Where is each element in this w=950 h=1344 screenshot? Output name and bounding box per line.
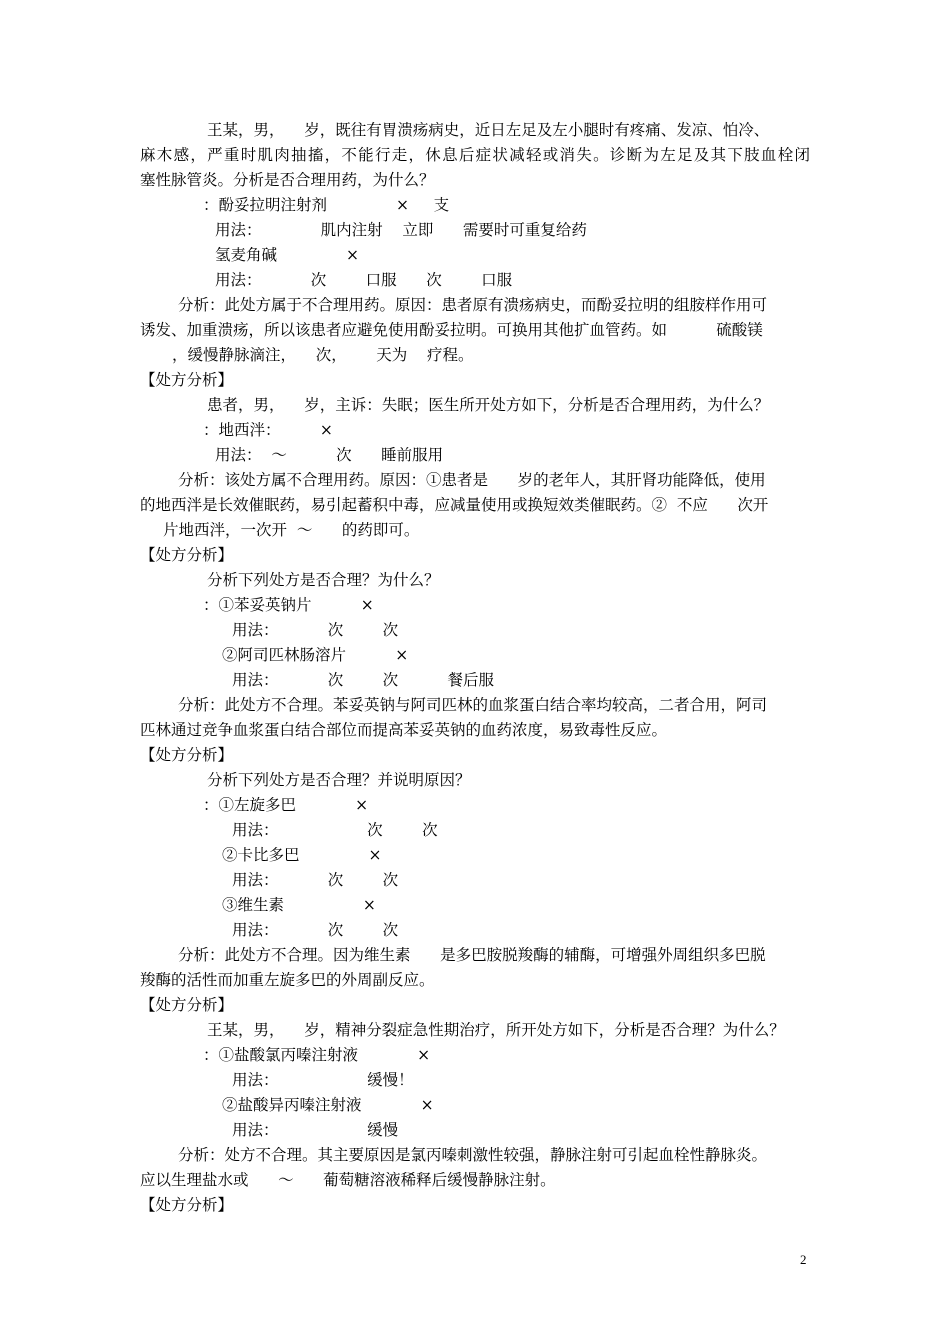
prescription-line: ②卡比多巴 ×: [222, 846, 382, 864]
analysis-line: 的地西泮是长效催眠药，易引起蓄积中毒，应减量使用或换短效类催眠药。② 不应 次开: [140, 496, 769, 514]
analysis-line: 片地西泮，一次开 ～ 的药即可。: [163, 521, 420, 539]
section-heading: 【处方分析】: [140, 546, 234, 564]
section-heading: 【处方分析】: [140, 371, 234, 389]
usage-line: 用法： 缓慢！: [232, 1071, 414, 1089]
analysis-line: 匹林通过竞争血浆蛋白结合部位而提高苯妥英钠的血药浓度，易致毒性反应。: [140, 721, 668, 739]
text-line: 麻木感，严重时肌肉抽搐，不能行走，休息后症状减轻或消失。诊断为左足及其下肢血栓闭: [140, 146, 810, 164]
analysis-line: 分析：处方不合理。其主要原因是氯丙嗪刺激性较强，静脉注射可引起血栓性静脉炎。: [178, 1146, 768, 1164]
analysis-line: 分析：此处方不合理。苯妥英钠与阿司匹林的血浆蛋白结合率均较高，二者合用，阿司: [178, 696, 768, 714]
prescription-line: ②盐酸异丙嗪注射液 ×: [222, 1096, 434, 1114]
analysis-line: 应以生理盐水或 ～ 葡萄糖溶液稀释后缓慢静脉注射。: [140, 1171, 556, 1189]
text-line: 王某，男， 岁，既往有胃溃疡病史，近日左足及左小腿时有疼痛、发凉、怕冷、: [207, 121, 770, 139]
section-heading: 【处方分析】: [140, 996, 234, 1014]
text-line: 患者，男， 岁，主诉：失眠；医生所开处方如下，分析是否合理用药，为什么？: [207, 396, 770, 414]
usage-line: 用法： 次 次: [232, 871, 399, 889]
usage-line: 用法： ～ 次 睡前服用: [215, 446, 444, 464]
analysis-line: 分析：此处方属于不合理用药。原因：患者原有溃疡病史，而酚妥拉明的组胺样作用可: [178, 296, 768, 314]
text-line: 分析下列处方是否合理？并说明原因？: [207, 771, 471, 789]
section-heading: 【处方分析】: [140, 1196, 234, 1214]
text-line: 塞性脉管炎。分析是否合理用药，为什么？: [140, 171, 435, 189]
analysis-line: 分析：该处方属不合理用药。原因：①患者是 岁的老年人，其肝肾功能降低，使用: [178, 471, 766, 489]
section-heading: 【处方分析】: [140, 746, 234, 764]
prescription-line: ：①左旋多巴 ×: [203, 796, 369, 814]
analysis-line: ，缓慢静脉滴注， 次， 天为 疗程。: [172, 346, 474, 364]
prescription-line: 氢麦角碱 ×: [215, 246, 359, 264]
prescription-line: ③维生素 ×: [222, 896, 376, 914]
prescription-line: ：①盐酸氯丙嗪注射液 ×: [203, 1046, 431, 1064]
prescription-line: ：酚妥拉明注射剂 × 支: [203, 196, 450, 214]
text-line: 分析下列处方是否合理？为什么？: [207, 571, 440, 589]
prescription-line: ：地西泮： ×: [203, 421, 333, 439]
usage-line: 用法： 次 次: [232, 621, 399, 639]
usage-line: 用法： 次 次 餐后服: [232, 671, 494, 689]
usage-line: 用法： 缓慢: [232, 1121, 399, 1139]
analysis-line: 羧酶的活性而加重左旋多巴的外周副反应。: [140, 971, 435, 989]
prescription-line: ②阿司匹林肠溶片 ×: [222, 646, 409, 664]
prescription-line: ：①苯妥英钠片 ×: [203, 596, 374, 614]
usage-line: 用法： 次 次: [232, 821, 438, 839]
text-line: 王某，男， 岁，精神分裂症急性期治疗，所开处方如下，分析是否合理？为什么？: [207, 1021, 785, 1039]
usage-line: 用法： 次 次: [232, 921, 399, 939]
analysis-line: 诱发、加重溃疡，所以该患者应避免使用酚妥拉明。可换用其他扩血管药。如 硫酸镁: [140, 321, 763, 339]
usage-line: 用法： 肌内注射 立即 需要时可重复给药: [215, 221, 587, 239]
page-number: 2: [800, 1252, 807, 1267]
usage-line: 用法： 次 口服 次 口服: [215, 271, 513, 289]
analysis-line: 分析：此处方不合理。因为维生素 是多巴胺脱羧酶的辅酶，可增强外周组织多巴脱: [178, 946, 766, 964]
